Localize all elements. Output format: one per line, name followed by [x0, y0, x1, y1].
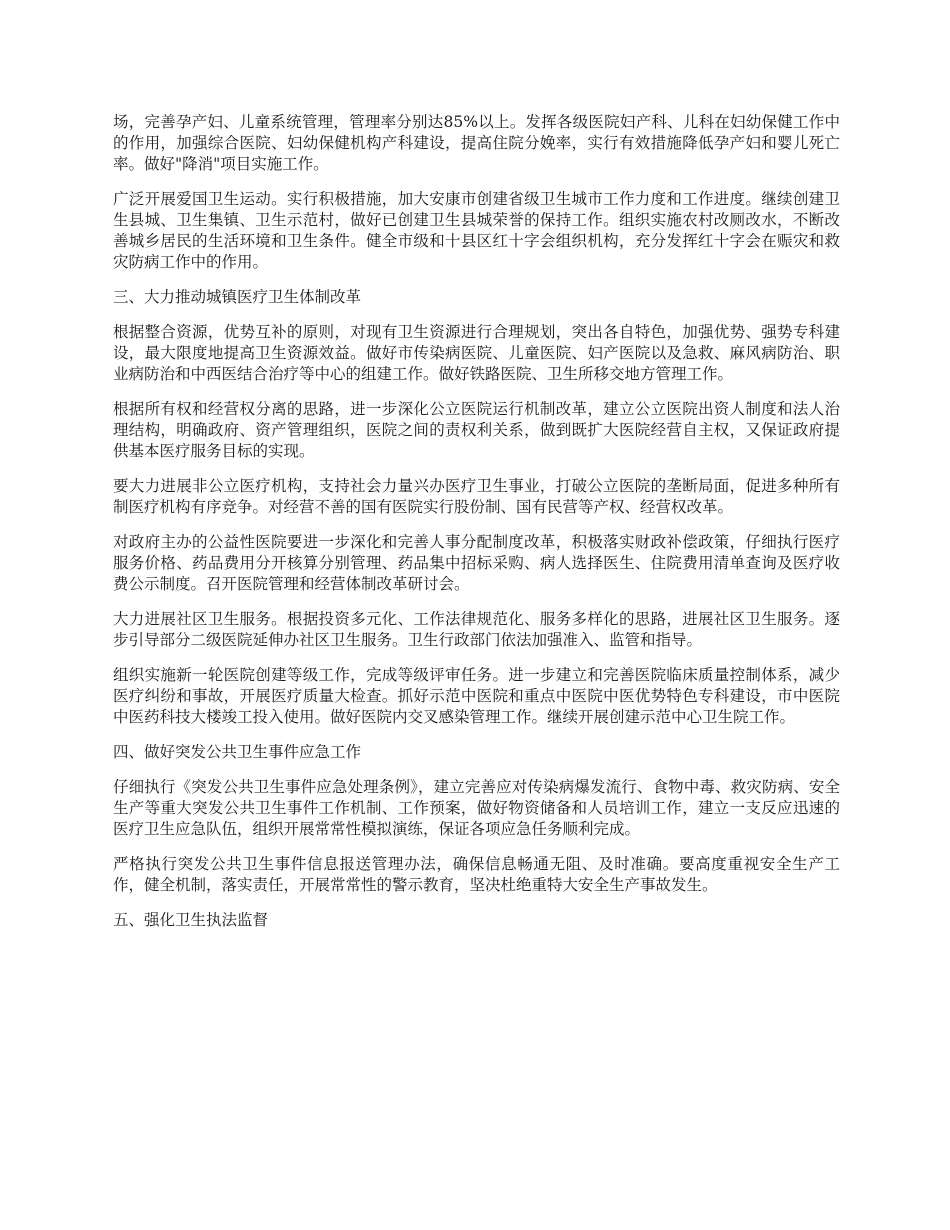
paragraph-emergency-regulations: 仔细执行《突发公共卫生事件应急处理条例》，建立完善应对传染病爆发流行、食物中毒、救灾防病、安全生产等重大突发公共卫生事件工作机制、工作预案，做好物资储备和人员培训工作，建立一支反应迅速的医疗卫生应急队伍，组织开展常常性模拟演练，保证各项应急任务顺利完成。 [113, 778, 840, 838]
paragraph-community-health: 大力进展社区卫生服务。根据投资多元化、工作法律规范化、服务多样化的思路，进展社区卫生服务。逐步引导部分二级医院延伸办社区卫生服务。卫生行政部门依法加强准入、监管和指导。 [113, 610, 840, 649]
paragraph-public-hospital-reform: 对政府主办的公益性医院要进一步深化和完善人事分配制度改革，积极落实财政补偿政策，仔细执行医疗服务价格、药品费用分开核算分别管理、药品集中招标采购、病人选择医生、住院费用清单查询及医疗收费公示制度。召开医院管理和经营体制改革研讨会。 [113, 533, 840, 593]
paragraph-patriotic-health-campaign: 广泛开展爱国卫生运动。实行积极措施，加大安康市创建省级卫生城市工作力度和工作进度。继续创建卫生县城、卫生集镇、卫生示范村，做好已创建卫生县城荣誉的保持工作。组织实施农村改厕改水，不断改善城乡居民的生活环境和卫生条件。健全市级和十县区红十字会组织机构，充分发挥红十字会在赈灾和救灾防病工作中的作用。 [113, 190, 840, 271]
section-heading-3: 三、大力推动城镇医疗卫生体制改革 [113, 288, 362, 306]
paragraph-maternal-child-health: 场，完善孕产妇、儿童系统管理，管理率分别达85%以上。发挥各级医院妇产科、儿科在妇幼保健工作中的作用，加强综合医院、妇幼保健机构产科建设，提高住院分娩率，实行有效措施降低孕产妇和婴儿死亡率。做好"降消"项目实施工作。 [113, 113, 840, 173]
paragraph-hospital-grading: 组织实施新一轮医院创建等级工作，完成等级评审任务。进一步建立和完善医院临床质量控制体系，减少医疗纠纷和事故，开展医疗质量大检查。抓好示范中医院和重点中医院中医优势特色专科建设，市中医院中医药科技大楼竣工投入使用。做好医院内交叉感染管理工作。继续开展创建示范中心卫生院工作。 [113, 666, 840, 726]
paragraph-non-public-institutions: 要大力进展非公立医疗机构，支持社会力量兴办医疗卫生事业，打破公立医院的垄断局面，促进多种所有制医疗机构有序竞争。对经营不善的国有医院实行股份制、国有民营等产权、经营权改革。 [113, 477, 840, 516]
paragraph-information-reporting: 严格执行突发公共卫生事件信息报送管理办法，确保信息畅通无阻、及时准确。要高度重视安全生产工作，健全机制，落实责任，开展常常性的警示教育，坚决杜绝重特大安全生产事故发生。 [113, 855, 840, 894]
section-heading-5: 五、强化卫生执法监督 [113, 911, 269, 929]
section-heading-4: 四、做好突发公共卫生事件应急工作 [113, 743, 362, 761]
paragraph-resource-integration: 根据整合资源，优势互补的原则，对现有卫生资源进行合理规划，突出各自特色，加强优势、强势专科建设，最大限度地提高卫生资源效益。做好市传染病医院、儿童医院、妇产医院以及急救、麻风病防治、职业病防治和中西医结合治疗等中心的组建工作。做好铁路医院、卫生所移交地方管理工作。 [113, 323, 840, 383]
paragraph-ownership-reform: 根据所有权和经营权分离的思路，进一步深化公立医院运行机制改革，建立公立医院出资人制度和法人治理结构，明确政府、资产管理组织，医院之间的责权利关系，做到既扩大医院经营自主权，又保证政府提供基本医疗服务目标的实现。 [113, 400, 840, 460]
document-page [113, 112, 840, 945]
